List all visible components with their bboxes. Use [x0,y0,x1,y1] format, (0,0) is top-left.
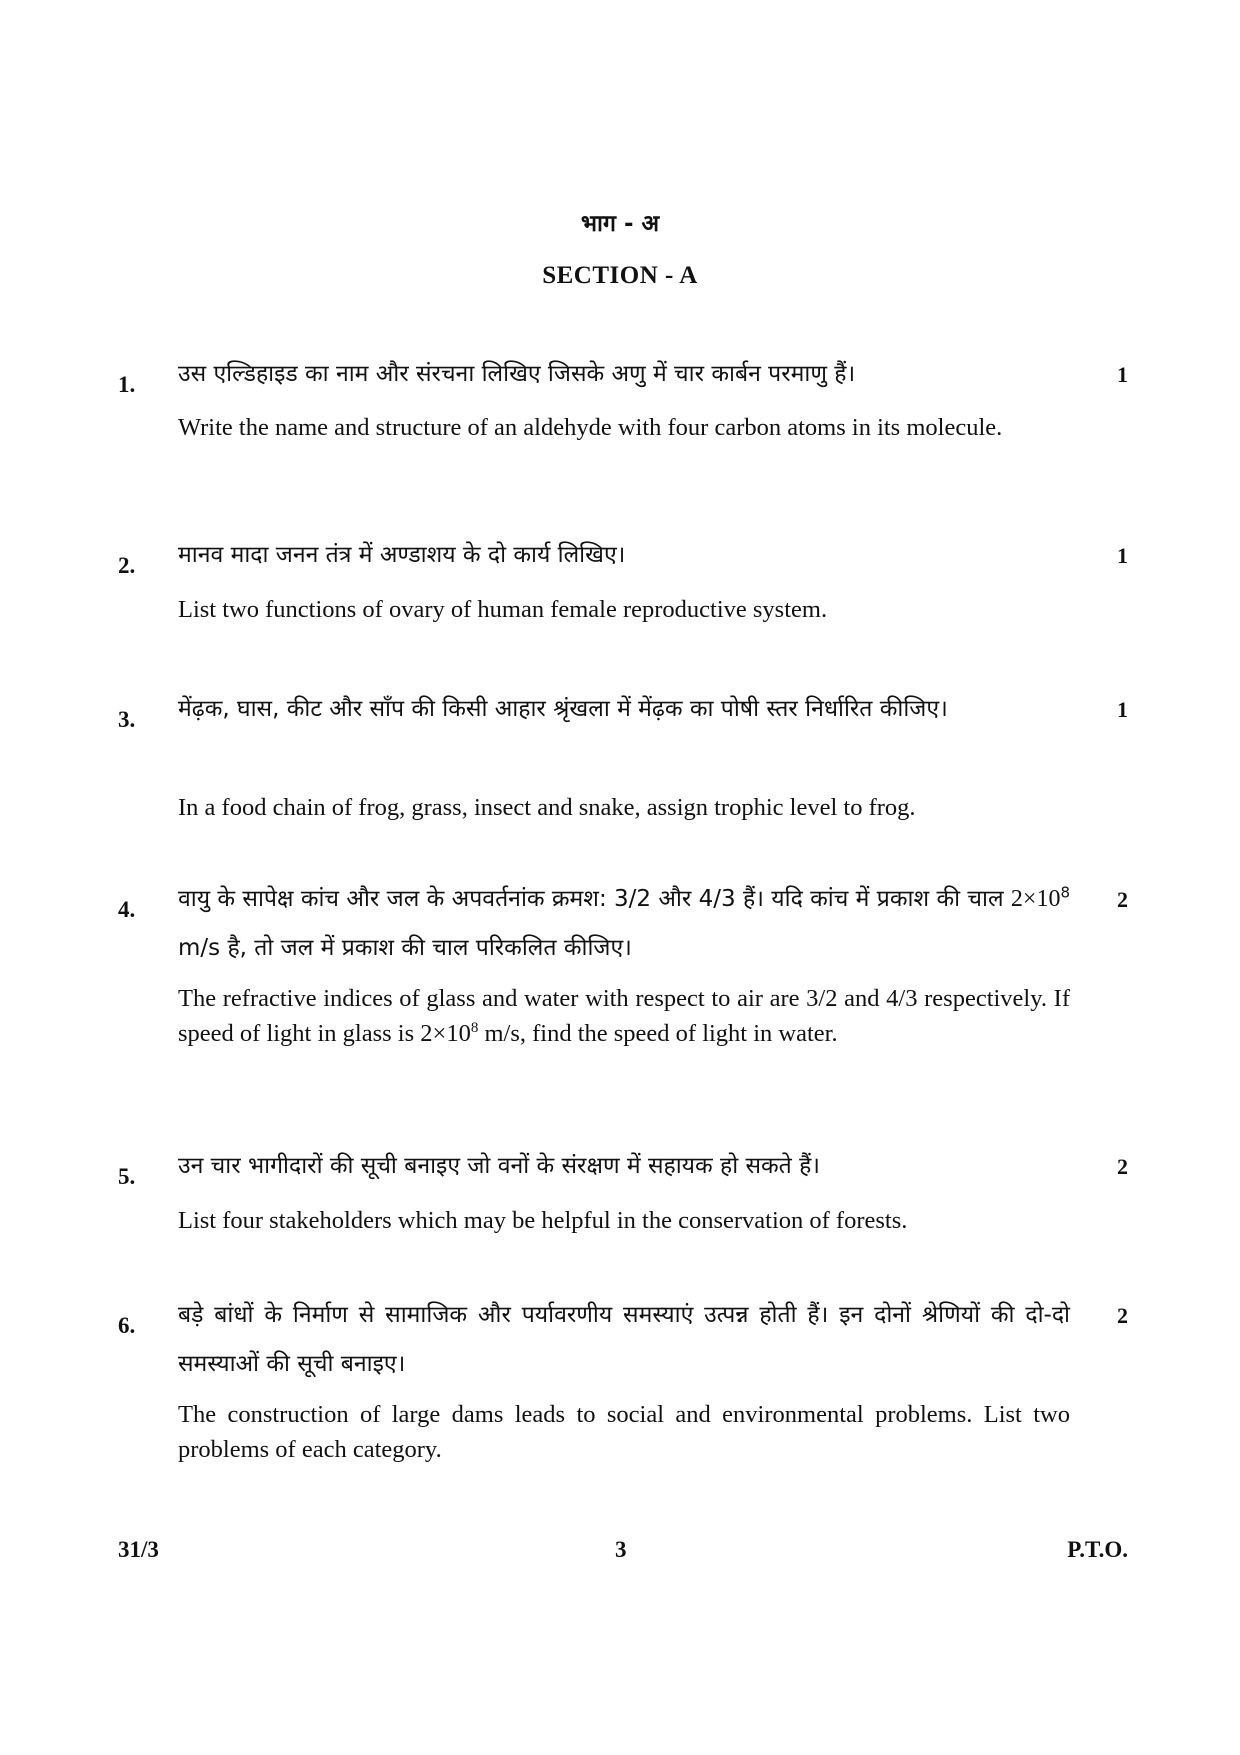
question-text-hindi [178,875,1070,973]
question-text-hindi: उन चार भागीदारों की सूची बनाइए जो वनों के संरक्षण में सहायक हो सकते हैं। [178,1153,821,1179]
question-text-english: List two functions of ovary of human female reproductive system. [178,596,828,623]
question-number: 4. [118,897,136,922]
math-exponent: 8 [470,1019,479,1036]
paper-code: 31/3 [118,1537,159,1562]
question-marks: 2 [1117,1303,1128,1328]
question-marks: 1 [1117,362,1128,387]
question-text-english [178,981,1070,1051]
question-number: 5. [118,1164,136,1189]
question-text-english-part-a: The refractive indices of glass and water with respect to air are 3/2 and 4/3 respectively. If speed of light in glass is 2×10 [178,985,1070,1047]
question-number: 1. [118,372,136,397]
question-text-english: In a food chain of frog, grass, insect and snake, assign trophic level to frog. [178,794,916,821]
section-heading-english: SECTION - A [542,262,698,289]
please-turn-over: P.T.O. [1067,1537,1128,1562]
question-marks: 1 [1117,697,1128,722]
section-heading-hindi: भाग - अ [580,211,660,237]
math-exponent: 8 [1060,883,1070,902]
question-marks: 1 [1117,543,1128,568]
question-text-hindi: मेंढ़क, घास, कीट और साँप की किसी आहार श्रृंखला में मेंढ़क का पोषी स्तर निर्धारित कीजिए। [178,696,948,722]
question-text-hindi-part-b: m/s है, तो जल में प्रकाश की चाल परिकलित कीजिए। [178,935,632,961]
question-number: 6. [118,1313,136,1338]
question-marks: 2 [1117,1154,1128,1179]
question-text-hindi: बड़े बांधों के निर्माण से सामाजिक और पर्यावरणीय समस्याएं उत्पन्न होती हैं। इन दोनों श्रेणियों की दो-दो समस्याओं की सूची बनाइए। [178,1302,1070,1377]
question-number: 3. [118,707,136,732]
question-text-english: Write the name and structure of an aldehyde with four carbon atoms in its molecule. [178,414,1003,441]
question-marks: 2 [1117,887,1128,912]
page-number: 3 [615,1537,627,1562]
question-number: 2. [118,553,136,578]
question-text-english: The construction of large dams leads to social and environmental problems. List two problems of each category. [178,1401,1070,1463]
question-text-hindi: उस एल्डिहाइड का नाम और संरचना लिखिए जिसके अणु में चार कार्बन परमाणु हैं। [178,361,856,387]
question-text-english-part-b: m/s, find the speed of light in water. [478,1020,838,1047]
question-text-hindi-part-a: वायु के सापेक्ष कांच और जल के अपवर्तनांक क्रमश: 3/2 और 4/3 हैं। यदि कांच में प्रकाश की चाल [178,886,1011,912]
math-expression: 2×10 [1010,886,1061,912]
question-text-english: List four stakeholders which may be helpful in the conservation of forests. [178,1207,908,1234]
question-text-hindi: मानव मादा जनन तंत्र में अण्डाशय के दो कार्य लिखिए। [178,542,626,568]
